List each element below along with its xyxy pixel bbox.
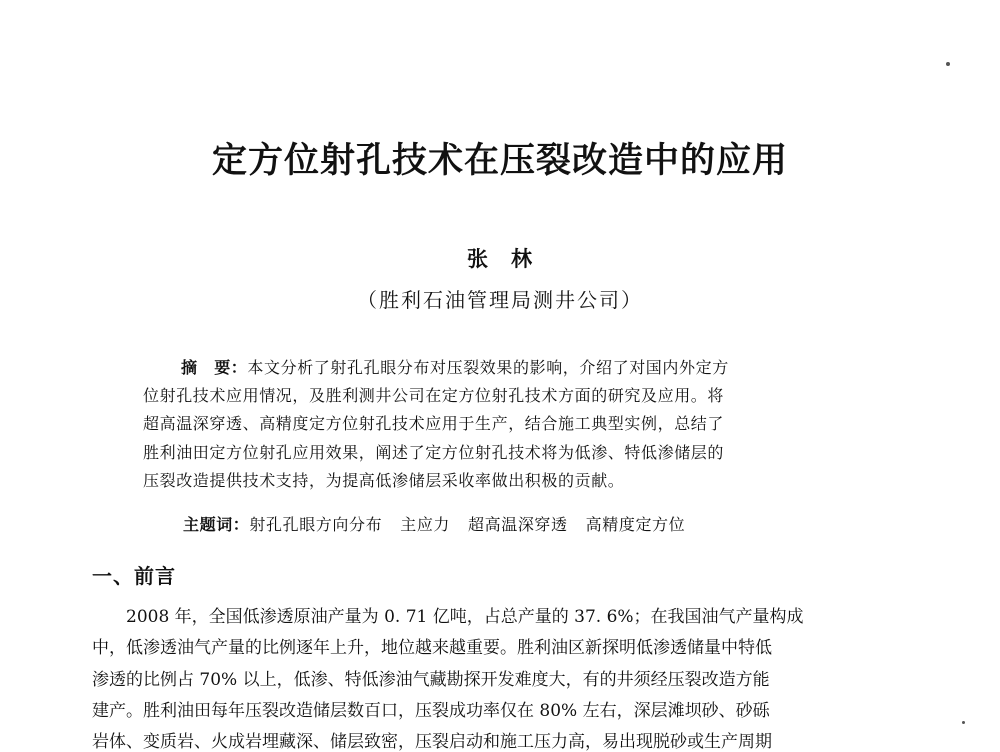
abstract-label: 摘 要： — [181, 358, 248, 377]
paper-title: 定方位射孔技术在压裂改造中的应用 — [211, 141, 788, 181]
section-body — [92, 602, 910, 752]
keywords-label: 主题词： — [183, 515, 250, 534]
author-affiliation: （胜利石油管理局测井公司） — [357, 288, 643, 312]
body-line: 渗透的比例占 70% 以上，低渗、特低渗油气藏勘探开发难度大，有的井须经压裂改造方能 — [92, 669, 770, 690]
abstract-line — [143, 354, 858, 382]
abstract-line: 胜利油田定方位射孔应用效果，阐述了定方位射孔技术将为低渗、特低渗储层的 — [143, 442, 725, 462]
section-heading: 一、前言 — [92, 564, 176, 588]
body-line: 2008 年，全国低渗透原油产量为 0. 71 亿吨，占总产量的 37. 6%；在我国油气产量构成 — [126, 607, 804, 627]
abstract-line: 压裂改造提供技术支持，为提高低渗储层采收率做出积极的贡献。 — [143, 470, 625, 490]
body-line: 中，低渗透油气产量的比例逐年上升，地位越来越重要。胜利油区新探明低渗透储量中特低 — [92, 638, 772, 659]
keyword: 射孔孔眼方向分布 — [249, 515, 383, 534]
abstract-line: 位射孔技术应用情况，及胜利测井公司在定方位射孔技术方面的研究及应用。将 — [143, 386, 725, 406]
keywords — [183, 511, 883, 539]
scan-speck — [946, 62, 950, 66]
body-line: 岩体、变质岩、火成岩埋藏深、储层致密，压裂启动和施工压力高，易出现脱砂或生产周期 — [92, 732, 772, 752]
scan-speck — [962, 721, 965, 724]
abstract-text: 本文分析了射孔孔眼分布对压裂效果的影响，介绍了对国内外定方 — [247, 358, 729, 377]
keyword: 高精度定方位 — [585, 515, 686, 534]
keyword: 主应力 — [400, 515, 451, 534]
author-name: 张 林 — [467, 247, 533, 271]
keyword: 超高温深穿透 — [468, 515, 568, 534]
body-line: 建产。胜利油田每年压裂改造储层数百口，压裂成功率仅在 80% 左右，深层滩坝砂、砂砾 — [92, 700, 770, 721]
abstract-line: 超高温深穿透、高精度定方位射孔技术应用于生产，结合施工典型实例，总结了 — [143, 414, 725, 434]
abstract — [143, 354, 858, 495]
